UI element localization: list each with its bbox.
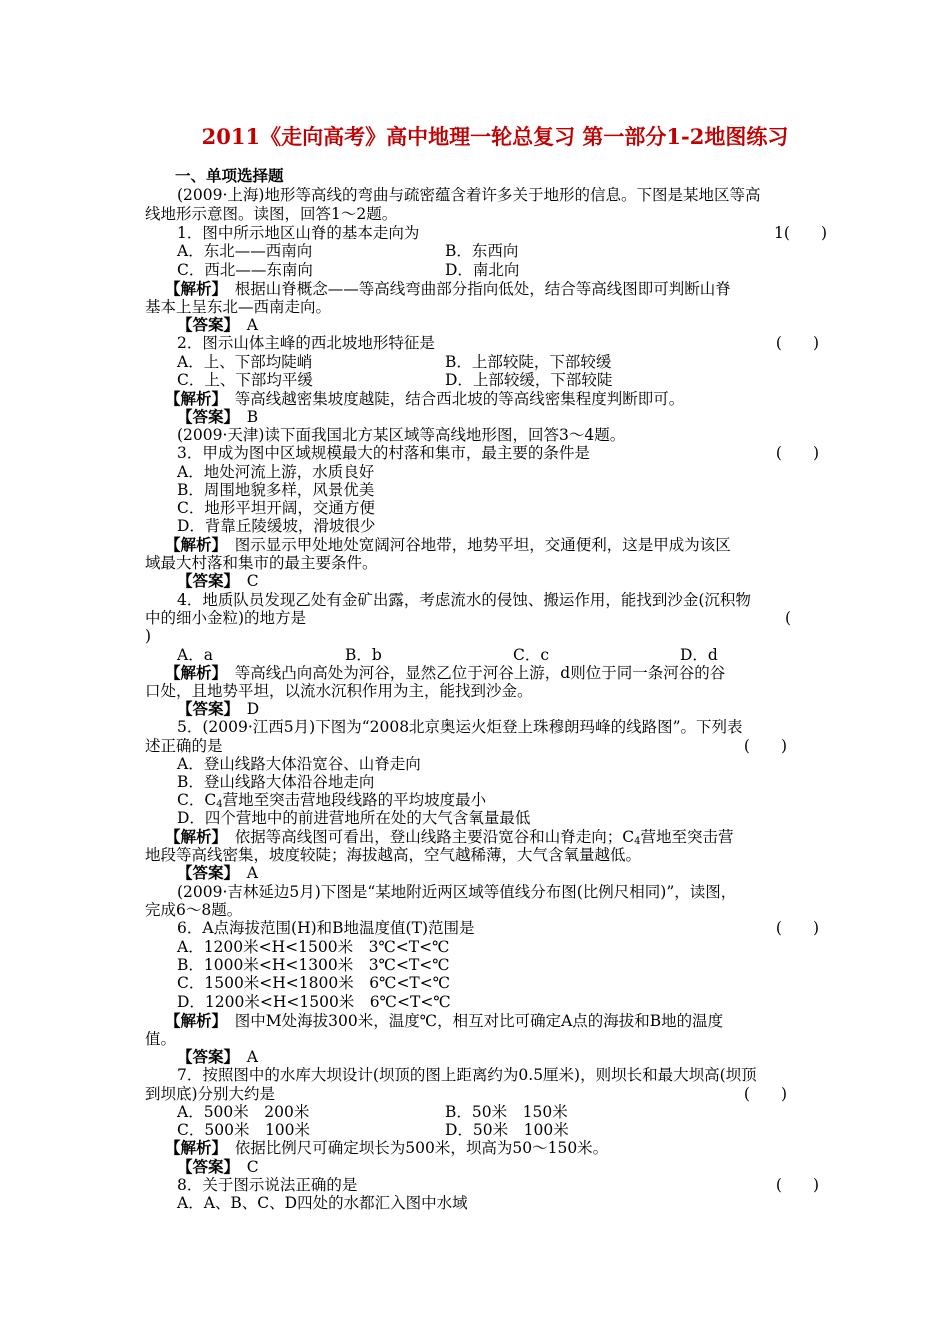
- option-8a: A．A、B、C、D四处的水都汇入图中水域: [177, 1194, 468, 1212]
- answer-label: 【答案】: [177, 1157, 232, 1176]
- option-4b: B．b: [345, 646, 382, 664]
- answer-value: A: [246, 316, 258, 334]
- question-8-paren: ( ): [775, 1176, 819, 1194]
- explanation-3b: 域最大村落和集市的最主要条件。: [145, 554, 378, 572]
- answer-1: [145, 316, 837, 334]
- question-1-options-ab: [145, 242, 837, 260]
- answer-label: 【答案】: [177, 1047, 232, 1066]
- question-1: [145, 224, 837, 242]
- option-5c-prefix: C．C: [177, 791, 217, 809]
- section-heading: 一、单项选择题: [175, 166, 284, 185]
- explanation-label: 【解析】: [165, 389, 220, 408]
- explanation-6a: [145, 1012, 825, 1030]
- option-5c: [145, 791, 837, 809]
- explanation-7: [145, 1139, 825, 1157]
- question-5a: 5．(2009·江西5月)下图为“2008北京奥运火炬登上珠穆朗玛峰的线路图”。下列表: [177, 718, 743, 736]
- option-3c: C．地形平坦开阔，交通方便: [177, 499, 375, 517]
- answer-value: B: [246, 408, 259, 426]
- option-1b: B．东西向: [445, 242, 519, 260]
- question-5b: [145, 737, 805, 755]
- explanation-6b: 值。: [145, 1030, 177, 1048]
- question-5-stem: 述正确的是: [145, 737, 223, 755]
- intro-1b: 线地形示意图。读图，回答1～2题。: [145, 205, 398, 223]
- question-2-paren: ( ): [775, 334, 819, 352]
- question-1-options-cd: [145, 261, 837, 279]
- explanation-label: 【解析】: [165, 663, 220, 682]
- explanation-text-end: 营地至突击营: [640, 828, 734, 846]
- answer-value: A: [246, 1048, 258, 1066]
- answer-7: [145, 1158, 837, 1176]
- option-5a: A．登山线路大体沿宽谷、山脊走向: [177, 755, 421, 773]
- answer-6: [145, 1048, 837, 1066]
- page-title: 2011《走向高考》高中地理一轮总复习 第一部分1-2地图练习: [201, 124, 789, 149]
- option-4a: A．a: [177, 646, 213, 664]
- explanation-4b: 口处，且地势平坦，以流水沉积作用为主，能找到沙金。: [145, 682, 533, 700]
- question-4-options: [145, 646, 837, 664]
- question-4-stem: 中的细小金粒)的地方是: [145, 609, 307, 627]
- answer-value: A: [246, 864, 258, 882]
- question-1-paren: 1( ): [774, 224, 827, 242]
- option-2b: B．上部较陡，下部较缓: [445, 353, 612, 371]
- question-7b: [145, 1085, 805, 1103]
- option-2a: A．上、下部均陡峭: [177, 353, 313, 371]
- answer-4: [145, 700, 837, 718]
- option-7a: A．500米 200米: [177, 1103, 310, 1121]
- answer-label: 【答案】: [177, 407, 232, 426]
- explanation-5a: [145, 828, 825, 846]
- answer-3: [145, 572, 837, 590]
- option-6c: C．1500米<H<1800米 6℃<T<℃: [177, 974, 451, 992]
- option-3d: D．背靠丘陵缓坡，滑坡很少: [177, 517, 376, 535]
- answer-label: 【答案】: [177, 571, 232, 590]
- option-4c: C．c: [513, 646, 550, 664]
- explanation-label: 【解析】: [165, 279, 220, 298]
- question-2-stem: 2．图示山体主峰的西北坡地形特征是: [177, 334, 435, 352]
- intro-2: (2009·天津)读下面我国北方某区域等高线地形图，回答3～4题。: [177, 426, 626, 444]
- explanation-3a: [145, 536, 825, 554]
- question-1-stem: 1．图中所示地区山脊的基本走向为: [177, 224, 420, 242]
- question-4-paren-close: ): [145, 627, 152, 645]
- option-3b: B．周围地貌多样，风景优美: [177, 481, 375, 499]
- explanation-label: 【解析】: [165, 535, 220, 554]
- explanation-1a: [145, 280, 825, 298]
- answer-label: 【答案】: [177, 315, 232, 334]
- question-8-stem: 8．关于图示说法正确的是: [177, 1176, 358, 1194]
- question-7-options-cd: [145, 1121, 837, 1139]
- explanation-text: 根据山脊概念——等高线弯曲部分指向低处，结合等高线图即可判断山脊: [234, 280, 731, 298]
- option-7d: D．50米 100米: [445, 1121, 569, 1139]
- option-5c-subscript: 4: [216, 799, 223, 810]
- explanation-label: 【解析】: [165, 827, 220, 846]
- question-7a: 7．按照图中的水库大坝设计(坝顶的图上距离约为0.5厘米)，则坝长和最大坝高(坝顶: [177, 1066, 757, 1084]
- question-5-paren: ( ): [743, 737, 787, 755]
- question-4b: [145, 609, 805, 627]
- explanation-5b: 地段等高线密集，坡度较陡；海拔越高，空气越稀薄，大气含氧量越低。: [145, 846, 642, 864]
- option-6a: A．1200米<H<1500米 3℃<T<℃: [177, 938, 450, 956]
- option-6d: D．1200米<H<1500米 6℃<T<℃: [177, 993, 451, 1011]
- answer-value: C: [246, 572, 259, 590]
- question-7-stem: 到坝底)分别大约是: [145, 1085, 276, 1103]
- intro-3b: 完成6～8题。: [145, 901, 243, 919]
- option-6b: B．1000米<H<1300米 3℃<T<℃: [177, 956, 450, 974]
- option-7c: C．500米 100米: [177, 1121, 311, 1139]
- explanation-1b: 基本上呈东北—西南走向。: [145, 298, 332, 316]
- option-4d: D．d: [680, 646, 718, 664]
- explanation-2: [145, 390, 825, 408]
- answer-label: 【答案】: [177, 699, 232, 718]
- answer-value: D: [246, 700, 260, 718]
- option-1c: C．西北——东南向: [177, 261, 313, 279]
- option-5c-text: 营地至突击营地段线路的平均坡度最小: [222, 791, 487, 809]
- question-2-options-ab: [145, 353, 837, 371]
- question-4a: 4．地质队员发现乙处有金矿出露，考虑流水的侵蚀、搬运作用，能找到沙金(沉积物: [177, 591, 751, 609]
- explanation-text: 图中M处海拔300米，温度℃，相互对比可确定A点的海拔和B地的温度: [234, 1012, 724, 1030]
- explanation-4a: [145, 664, 825, 682]
- question-6-paren: ( ): [775, 919, 819, 937]
- explanation-text: 等高线凸向高处为河谷，显然乙位于河谷上游，d则位于同一条河谷的谷: [234, 664, 726, 682]
- option-1a: A．东北——西南向: [177, 242, 313, 260]
- explanation-label: 【解析】: [165, 1138, 220, 1157]
- explanation-label: 【解析】: [165, 1011, 220, 1030]
- intro-3a: (2009·吉林延边5月)下图是“某地附近两区域等值线分布图(比例尺相同)”，读图，: [177, 883, 737, 901]
- question-2-options-cd: [145, 371, 837, 389]
- option-2c: C．上、下部均平缓: [177, 371, 313, 389]
- option-3a: A．地处河流上游，水质良好: [177, 463, 375, 481]
- explanation-text: 图示显示甲处地处宽阔河谷地带，地势平坦，交通便利，这是甲成为该区: [234, 536, 731, 554]
- question-7-options-ab: [145, 1103, 837, 1121]
- answer-2: [145, 408, 837, 426]
- explanation-text: 依据等高线图可看出，登山线路主要沿宽谷和山脊走向；C: [234, 828, 635, 846]
- option-5d: D．四个营地中的前进营地所在处的大气含氧量最低: [177, 809, 531, 827]
- intro-1a: (2009·上海)地形等高线的弯曲与疏密蕴含着许多关于地形的信息。下图是某地区等高: [177, 186, 761, 204]
- explanation-subscript: 4: [634, 836, 641, 847]
- question-6: [145, 919, 837, 937]
- question-7-paren: ( ): [743, 1085, 787, 1103]
- answer-5: [145, 864, 837, 882]
- question-6-stem: 6．A点海拔范围(H)和B地温度值(T)范围是: [177, 919, 475, 937]
- option-5b: B．登山线路大体沿谷地走向: [177, 773, 375, 791]
- question-4-paren-open: (: [784, 609, 791, 627]
- option-1d: D．南北向: [445, 261, 520, 279]
- answer-label: 【答案】: [177, 863, 232, 882]
- explanation-text: 等高线越密集坡度越陡，结合西北坡的等高线密集程度判断即可。: [234, 390, 685, 408]
- question-3-stem: 3．甲成为图中区域规模最大的村落和集市，最主要的条件是: [177, 444, 590, 462]
- question-3-paren: ( ): [775, 444, 819, 462]
- question-2: [145, 334, 837, 352]
- question-3: [145, 444, 837, 462]
- option-2d: D．上部较缓，下部较陡: [445, 371, 613, 389]
- option-7b: B．50米 150米: [445, 1103, 568, 1121]
- question-8: [145, 1176, 837, 1194]
- explanation-text: 依据比例尺可确定坝长为500米，坝高为50～150米。: [234, 1139, 609, 1157]
- answer-value: C: [246, 1158, 259, 1176]
